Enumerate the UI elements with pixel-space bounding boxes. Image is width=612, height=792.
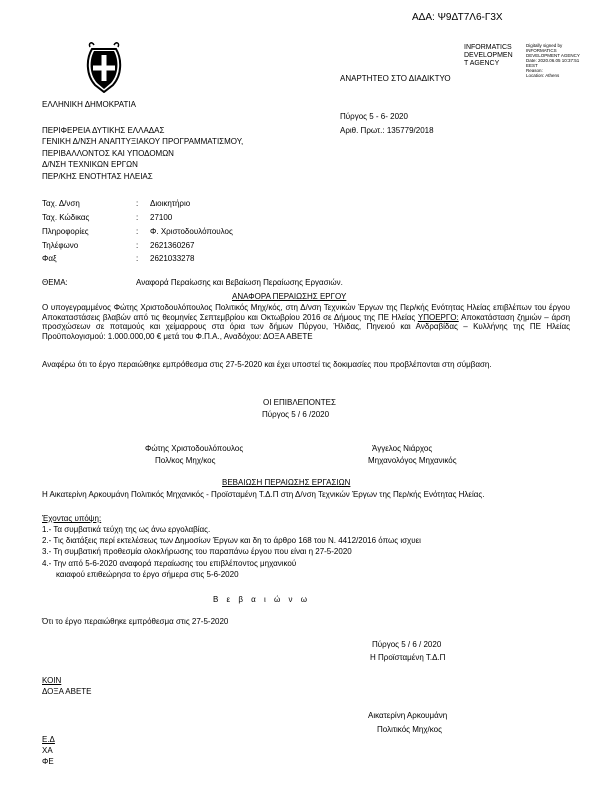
certificate-intro: Η Αικατερίνη Αρκουμάνη Πολιτικός Μηχανικός - Προϊσταμένη Τ.Δ.Π στη Δ/νση Τεχνικών Έργων της Περ/κής Ενότητας Ηλείας. xyxy=(42,490,485,499)
badge-line-1: INFORMATICS xyxy=(464,44,512,51)
contact-colon: : xyxy=(136,241,139,250)
badge-fine-1: Digitally signed by xyxy=(526,43,563,48)
supervisors-title: ΟΙ ΕΠΙΒΛΕΠΟΝΤΕΣ xyxy=(263,398,336,407)
contact-colon: : xyxy=(136,213,139,222)
contact-colon: : xyxy=(136,227,139,236)
contact-value: 2621360267 xyxy=(150,241,195,250)
protocol-number: Αριθ. Πρωτ.: 135779/2018 xyxy=(340,126,434,135)
badge-fine-7: Location: Athens xyxy=(526,73,560,78)
supervisor-role: Μηχανολόγος Μηχανικός xyxy=(368,456,457,465)
certify-word: Β ε β α ι ώ ν ω xyxy=(213,595,310,604)
contact-label: Πληροφορίες xyxy=(42,227,89,236)
koin-label: ΚΟΙΝ xyxy=(42,676,62,685)
authority-line: ΓΕΝΙΚΗ Δ/ΝΣΗ ΑΝΑΠΤΥΞΙΑΚΟΥ ΠΡΟΓΡΑΜΜΑΤΙΣΜΟΥ, xyxy=(42,137,244,146)
subject-label: ΘΕΜΑ: xyxy=(42,278,68,287)
supervisor-name: Άγγελος Νιάρχος xyxy=(372,444,433,453)
badge-line-2: DEVELOPMEN xyxy=(464,52,513,59)
ed-item: ΦΕ xyxy=(42,757,54,766)
badge-line-3: T AGENCY xyxy=(464,60,500,67)
contact-value: 2621033278 xyxy=(150,254,195,263)
closing-role: Η Προϊσταμένη Τ.Δ.Π xyxy=(370,653,446,662)
report-statement: Αναφέρω ότι το έργο περαιώθηκε εμπρόθεσμα στις 27-5-2020 και έχει υποστεί τις δοκιμασίες που προβλέπονται στη σύμβαση. xyxy=(42,360,492,369)
posted-online: ΑΝΑΡΤΗΤΕΟ ΣΤΟ ΔΙΑΔΙΚΤΥΟ xyxy=(340,74,451,83)
greek-emblem-icon xyxy=(82,41,126,93)
place-date: Πύργος 5 - 6- 2020 xyxy=(340,112,408,121)
contact-colon: : xyxy=(136,254,139,263)
contact-label: Ταχ. Δ/νση xyxy=(42,199,80,208)
consideration-item: 1.- Τα συμβατικά τεύχη της ως άνω εργολαβίας. xyxy=(42,525,211,534)
badge-fine-5: EEST xyxy=(526,63,538,68)
closing-date: Πύργος 5 / 6 / 2020 xyxy=(372,640,442,649)
consideration-item: 3.- Τη συμβατική προθεσμία ολοκλήρωσης του παραπάνω έργου που είναι η 27-5-2020 xyxy=(42,547,352,556)
signer-role: Πολιτικός Μηχ/κος xyxy=(377,725,442,734)
ed-label: Ε.Δ xyxy=(42,735,55,744)
ed-item: ΧΑ xyxy=(42,746,53,755)
consideration-item: 4.- Την από 5-6-2020 αναφορά περαίωσης του επιβλέποντος μηχανικού xyxy=(42,559,297,568)
signer-name: Αικατερίνη Αρκουμάνη xyxy=(368,711,448,720)
contact-label: Ταχ. Κώδικας xyxy=(42,213,90,222)
contact-colon: : xyxy=(136,199,139,208)
supervisors-date: Πύργος 5 / 6 /2020 xyxy=(262,410,330,419)
authority-line: ΠΕΡΙΒΑΛΛΟΝΤΟΣ ΚΑΙ ΥΠΟΔΟΜΩΝ xyxy=(42,149,174,158)
contact-label: Τηλέφωνο xyxy=(42,241,79,250)
badge-fine-4: Date: 2020.06.05 10:37:51 xyxy=(526,58,580,63)
report-text: Ο υπογεγραμμένος Φώτης Χριστοδουλόπουλος Πολιτικός Μηχ/κός, στη Δ/νση Τεχνικών Έργων της Περ/κής Ενότητας Ηλείας επιβλέπων του έργου Αποκαταστάσεις βλαβών από τις θεομηνίες Σεπτεμβρίου και Οκτωβρίου 2016 σε Δήμους της ΠΕ Ηλείας xyxy=(42,303,570,322)
subproject-label: ΥΠΟΕΡΓΟ: xyxy=(417,312,459,322)
badge-fine-2: INFORMATICS xyxy=(526,48,557,53)
report-title: ΑΝΑΦΟΡΑ ΠΕΡΑΙΩΣΗΣ ΕΡΓΟΥ xyxy=(232,292,347,301)
contact-value: Διοικητήριο xyxy=(150,199,191,208)
badge-fine-3: DEVELOPMENT AGENCY xyxy=(526,53,580,58)
supervisor-name: Φώτης Χριστοδουλόπουλος xyxy=(145,444,244,453)
subject-text: Αναφορά Περαίωσης και Βεβαίωση Περαίωσης Εργασιών. xyxy=(136,278,343,287)
certify-text: Ότι το έργο περαιώθηκε εμπρόθεσμα στις 27-5-2020 xyxy=(42,617,229,626)
report-text: Αποκατάσταση ζημιών – άρση προσχώσεων σε ποταμούς και χείμαρρους στα όρια των δήμων Πύργου, Ήλιδας, Πηνειού και Ανδραβίδας – Κυλλήνης της ΠΕ Ηλείας Προϋπολογισμού: 1.000.000,00 € μετά του Φ.Π.Α., Αναδόχου: ΔΟΞΑ ΑΒΕΤΕ xyxy=(42,312,571,341)
koin-item: ΔΟΞΑ ΑΒΕΤΕ xyxy=(42,687,92,696)
ada-code: ΑΔΑ: Ψ9ΔΤ7Λ6-Γ3Χ xyxy=(412,12,503,23)
supervisor-role: Πολ/κος Μηχ/κος xyxy=(155,456,216,465)
certificate-title: ΒΕΒΑΙΩΣΗ ΠΕΡΑΙΩΣΗΣ ΕΡΓΑΣΙΩΝ xyxy=(222,478,351,487)
consideration-item: 2.- Τις διατάξεις περί εκτελέσεως των Δημοσίων Έργων και δη το άρθρο 168 του Ν. 4412/2016 όπως ισχυει xyxy=(42,536,421,545)
authority-line: ΠΕΡΙΦΕΡΕΙΑ ΔΥΤΙΚΗΣ ΕΛΛΑΔΑΣ xyxy=(42,126,165,135)
having-in-mind: Έχοντας υπόψη: xyxy=(42,514,102,523)
authority-line: ΠΕΡ/ΚΗΣ ΕΝΟΤΗΤΑΣ ΗΛΕΙΑΣ xyxy=(42,172,153,181)
authority-line: Δ/ΝΣΗ ΤΕΧΝΙΚΩΝ ΕΡΓΩΝ xyxy=(42,160,138,169)
consideration-item: καιαφού επιθεώρησα το έργο σήμερα στις 5-6-2020 xyxy=(56,570,239,579)
badge-fine-6: Reason: xyxy=(526,68,543,73)
republic-title: ΕΛΛΗΝΙΚΗ ΔΗΜΟΚΡΑΤΙΑ xyxy=(42,100,136,109)
contact-value: 27100 xyxy=(150,213,173,222)
contact-label: Φαξ xyxy=(42,254,57,263)
contact-value: Φ. Χριστοδουλόπουλος xyxy=(150,227,233,236)
report-paragraph xyxy=(42,303,570,341)
